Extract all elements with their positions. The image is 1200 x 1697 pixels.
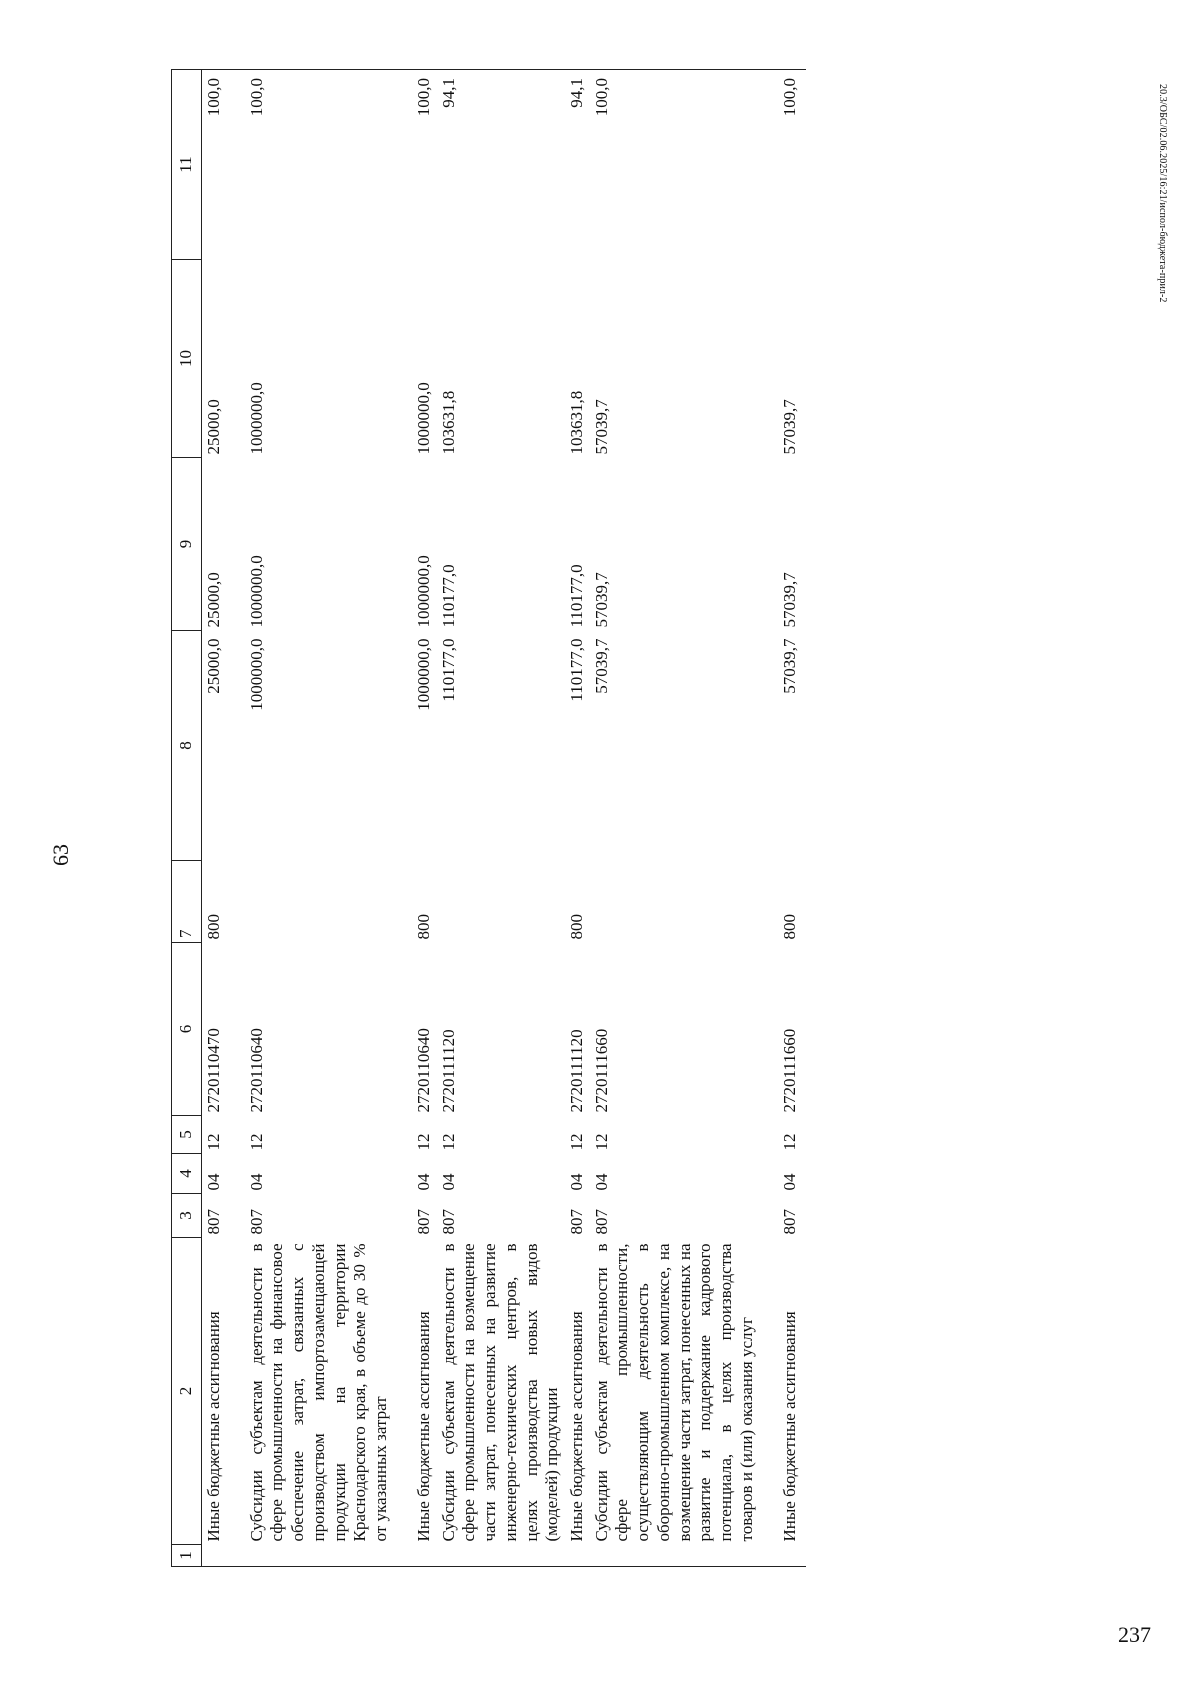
- ministry-code: 807: [204, 1209, 223, 1235]
- amount-col10: 103631,8: [438, 390, 458, 455]
- row-spacer: [394, 70, 412, 1567]
- row-description: Субсидии субъектам деятельности в сфере промышленности на финансовое обеспечение затрат, связанных с производством импортозамещающей продукции на территории Краснодарского края, в объеме до 30 % от указанных затрат: [246, 1243, 391, 1542]
- expense-type-code: [245, 861, 394, 943]
- percent-col11: 100,0: [412, 70, 437, 260]
- column-header: 10: [172, 260, 202, 458]
- amount-col8: 110177,0: [567, 638, 587, 702]
- subsection-code: 12: [779, 1133, 799, 1151]
- subsection-code: 12: [413, 1133, 433, 1151]
- ministry-code: 807: [246, 1209, 266, 1235]
- expense-type-code: 800: [567, 914, 587, 940]
- target-article-code: 2720111660: [591, 1028, 611, 1113]
- table-row: [245, 70, 394, 1567]
- page-number-bottom: 237: [1118, 1622, 1151, 1647]
- amount-col10: 1000000,0: [246, 382, 266, 455]
- row-description: Иные бюджетные ассигнования: [567, 1311, 587, 1542]
- target-article-code: 2720111120: [438, 1029, 458, 1113]
- row-description: Субсидии субъектам деятельности в сфере промышленности на возмещение части затрат, понесенных на развитие инженерно-технических центров, в целях производства новых видов (моделей) продукции: [438, 1243, 562, 1542]
- percent-col11: 100,0: [202, 70, 227, 260]
- amount-col10: 25000,0: [204, 399, 223, 455]
- amount-col9: 110177,0: [438, 564, 458, 628]
- target-article-code: 2720111120: [567, 1029, 587, 1113]
- expense-type-code: [437, 861, 565, 943]
- column-header: 9: [172, 458, 202, 631]
- amount-col9: 57039,7: [591, 572, 611, 628]
- section-code: 04: [204, 1173, 223, 1191]
- section-code: 04: [246, 1173, 266, 1191]
- subsection-code: 12: [591, 1133, 611, 1151]
- document-footer-code: 20.3/ОБС/02.06.2025/16:21/испол-бюджета-прил-2: [1157, 84, 1168, 303]
- target-article-code: 2720110640: [413, 1028, 433, 1113]
- column-header: 5: [172, 1116, 202, 1154]
- page-number-top: 63: [48, 844, 73, 866]
- subsection-code: 12: [204, 1133, 223, 1151]
- ministry-code: 807: [438, 1209, 458, 1235]
- subsection-code: 12: [246, 1133, 266, 1151]
- column-header: 8: [172, 631, 202, 861]
- column-header: 11: [172, 70, 202, 260]
- ministry-code: 807: [779, 1209, 799, 1235]
- budget-table-container: [171, 70, 806, 1567]
- column-header: 4: [172, 1154, 202, 1194]
- amount-col8: 1000000,0: [413, 638, 433, 711]
- amount-col10: 1000000,0: [413, 382, 433, 455]
- column-header: 1: [172, 1545, 202, 1567]
- target-article-code: 2720110470: [204, 1028, 223, 1113]
- section-code: 04: [591, 1173, 611, 1191]
- percent-col11: 94,1: [565, 70, 590, 260]
- table-row: [590, 70, 760, 1567]
- percent-col11: 100,0: [590, 70, 760, 260]
- percent-col11: 100,0: [778, 70, 807, 260]
- row-description: Иные бюджетные ассигнования: [779, 1311, 799, 1542]
- row-description: Иные бюджетные ассигнования: [413, 1311, 433, 1542]
- percent-col11: 94,1: [437, 70, 565, 260]
- column-header: 3: [172, 1194, 202, 1238]
- expense-type-code: 800: [779, 914, 799, 940]
- subsection-code: 12: [438, 1133, 458, 1151]
- expense-type-code: [590, 861, 760, 943]
- amount-col9: 25000,0: [204, 572, 223, 628]
- amount-col9: 1000000,0: [413, 555, 433, 628]
- ministry-code: 807: [567, 1209, 587, 1235]
- amount-col8: 1000000,0: [246, 638, 266, 711]
- section-code: 04: [413, 1173, 433, 1191]
- ministry-code: 807: [413, 1209, 433, 1235]
- budget-table: [171, 69, 806, 1567]
- amount-col10: 57039,7: [779, 399, 799, 455]
- expense-type-code: 800: [413, 914, 433, 940]
- table-row: [778, 70, 807, 1567]
- row-spacer: [227, 70, 245, 1567]
- section-code: 04: [779, 1173, 799, 1191]
- amount-col8: 25000,0: [204, 638, 223, 694]
- ministry-code: 807: [591, 1209, 611, 1235]
- target-article-code: 2720110640: [246, 1028, 266, 1113]
- percent-col11: 100,0: [245, 70, 394, 260]
- amount-col9: 110177,0: [567, 564, 587, 628]
- section-code: 04: [567, 1173, 587, 1191]
- subsection-code: 12: [567, 1133, 587, 1151]
- amount-col9: 1000000,0: [246, 555, 266, 628]
- table-row: [202, 70, 227, 1567]
- amount-col8: 110177,0: [438, 638, 458, 702]
- table-header-row: [172, 70, 202, 1567]
- row-spacer: [760, 70, 778, 1567]
- table-row: [437, 70, 565, 1567]
- column-header: 6: [172, 943, 202, 1116]
- table-row: [412, 70, 437, 1567]
- row-description: Субсидии субъектам деятельности в сфере промышленности, осуществляющим деятельность в оборонно-промышленном комплексе, на возмещение части затрат, понесенных на развитие и поддержание кадрового потенциала, в целях производства товаров и (или) оказания услуг: [591, 1243, 756, 1542]
- column-header: 2: [172, 1238, 202, 1545]
- amount-col8: 57039,7: [591, 638, 611, 694]
- section-code: 04: [438, 1173, 458, 1191]
- table-row: [565, 70, 590, 1567]
- amount-col9: 57039,7: [779, 572, 799, 628]
- target-article-code: 2720111660: [779, 1028, 799, 1113]
- amount-col10: 103631,8: [567, 390, 587, 455]
- expense-type-code: 800: [204, 914, 223, 940]
- amount-col8: 57039,7: [779, 638, 799, 694]
- amount-col10: 57039,7: [591, 399, 611, 455]
- row-description: Иные бюджетные ассигнования: [204, 1311, 223, 1542]
- column-header: 7: [172, 861, 202, 943]
